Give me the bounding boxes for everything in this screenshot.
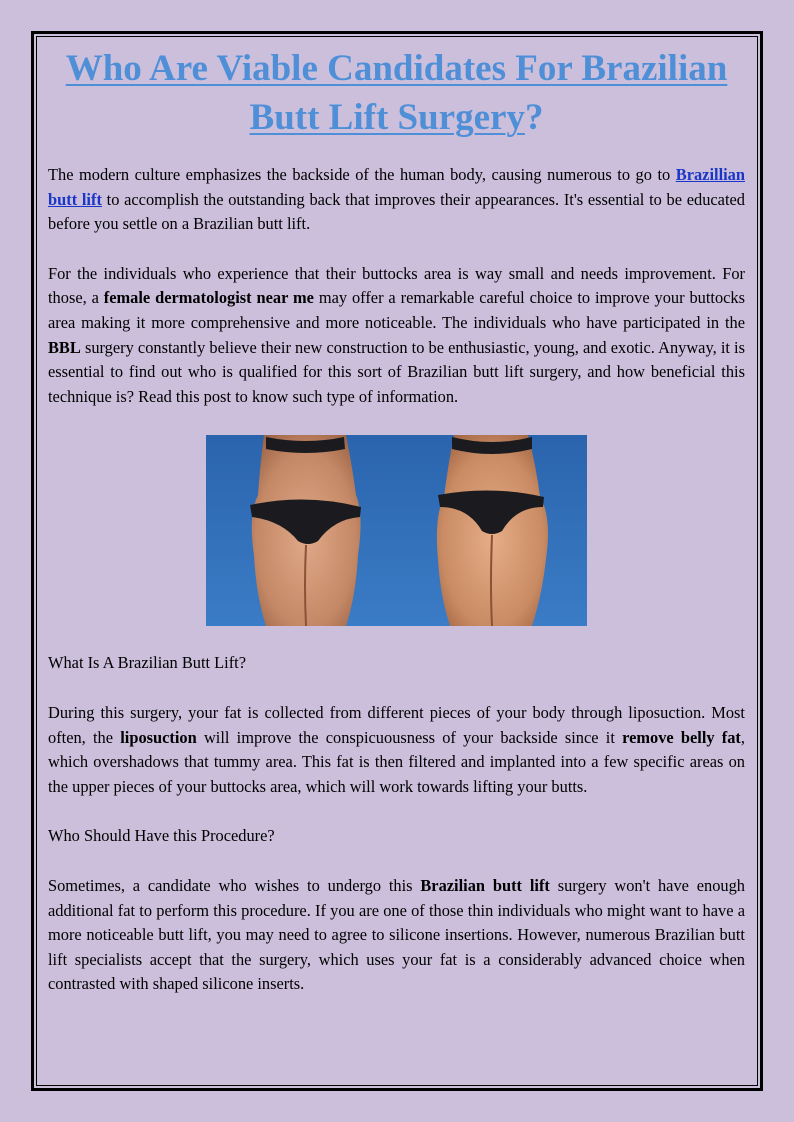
title-line1: Who Are Viable Candidates For Brazilian [65, 48, 728, 89]
what-is-text-1: During this surgery, your fat is collected from different pieces of your body through liposuction. Most often, the [48, 702, 745, 747]
what-is-text-2: will improve the conspicuousness of your backside since it [196, 727, 623, 747]
what-is-text-3: , which overshadows that tummy area. This fat is then filtered and implanted into a few specific areas on the upper pieces of your buttocks area, which will work towards lifting your butts. [48, 727, 746, 796]
after-figure [437, 435, 548, 626]
candidates-paragraph [48, 262, 745, 410]
keyword-brazilian-butt-lift: Brazilian butt lift [420, 875, 550, 895]
candidates-text-1: For the individuals who experience that their buttocks area is way small and needs improvement. For those, a [48, 263, 745, 308]
section-heading-what-is: What Is A Brazilian Butt Lift? [48, 653, 247, 673]
intro-text-1: The modern culture emphasizes the backside of the human body, causing numerous to go to [48, 165, 676, 184]
intro-paragraph [48, 163, 745, 237]
section-heading-who-should: Who Should Have this Procedure? [48, 826, 275, 846]
keyword-liposuction: liposuction [120, 727, 197, 747]
title-question-mark: ? [524, 97, 544, 138]
keyword-remove-belly-fat: remove belly fat [622, 727, 741, 747]
who-should-text-2: surgery won't have enough additional fat to perform this procedure. If you are one of those thin individuals who might want to have a more noticeable butt lift, you may need to agree to silicone insertions. However, numerous Brazilian butt lift specialists accept that the surgery, which uses your fat is a considerably advanced choice when contrasted with shaped silicone inserts. [48, 875, 745, 994]
keyword-dermatologist: female dermatologist near me [103, 288, 314, 308]
title-line2: Butt Lift Surgery [249, 97, 525, 138]
keyword-bbl: BBL [48, 337, 81, 357]
before-figure [250, 435, 361, 626]
who-should-paragraph [48, 874, 745, 997]
article-title [48, 44, 745, 142]
who-should-text-1: Sometimes, a candidate who wishes to undergo this [48, 875, 421, 895]
intro-text-2: to accomplish the outstanding back that improves their appearances. It's essential to be educated before you settle on a Brazilian butt lift. [48, 189, 745, 234]
article [48, 44, 745, 997]
candidates-text-2: may offer a remarkable careful choice to improve your buttocks area making it more comprehensive and more noticeable. The individuals who have participated in the [48, 288, 745, 332]
before-after-photo [206, 435, 587, 626]
photo-container [48, 435, 745, 626]
candidates-text-3: surgery constantly believe their new construction to be enthusiastic, young, and exotic. Anyway, it is essential to find out who is qualified for this sort of Brazilian butt lift surgery, and how beneficial this technique is? Read this post to know such type of information. [48, 337, 745, 406]
what-is-paragraph [48, 701, 745, 799]
brazilian-butt-lift-link[interactable]: Brazillian butt lift [48, 165, 745, 209]
